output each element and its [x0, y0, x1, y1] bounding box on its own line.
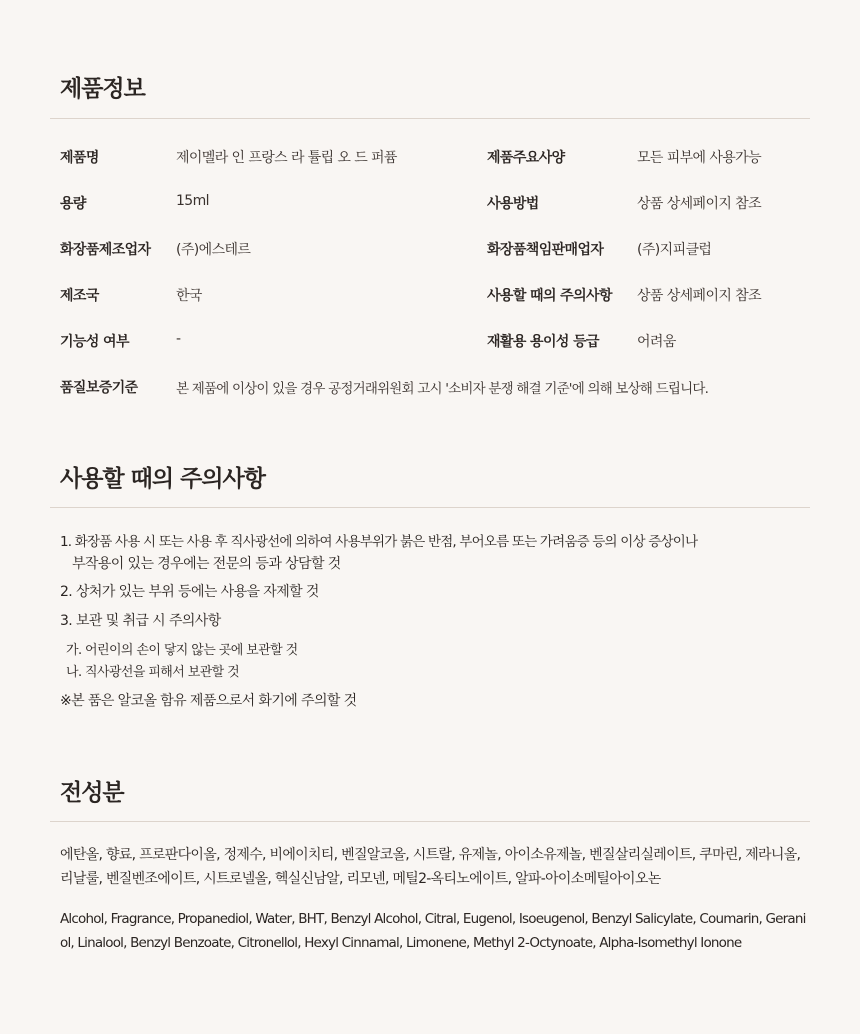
info-row: [60, 285, 820, 309]
warranty-value: 본 제품에 이상이 있을 경우 공정거래위원회 고시 '소비자 분쟁 해결 기준'에 의해 보상해 드립니다.: [176, 381, 709, 397]
info-label: 화장품제조업자: [60, 242, 151, 258]
caution-item-2: 2. 상처가 있는 부위 등에는 사용을 자제할 것: [60, 584, 319, 600]
caution-item-3b: 나. 직사광선을 피해서 보관할 것: [66, 665, 240, 680]
info-label: 제조국: [60, 288, 99, 304]
ingredients-korean: 에탄올, 향료, 프로판다이올, 정제수, 비에이치티, 벤질알코올, 시트랄, 유제놀, 아이소유제놀, 벤질살리실레이트, 쿠마린, 제라니올, 리날룰, 벤질벤조에이트, 시트로넬올, 헥실신남알, 리모넨, 메틸2-옥티노에이트, 알파-아이소메틸아이오논: [60, 847, 801, 887]
info-value: (주)에스테르: [176, 242, 251, 258]
info-value: 상품 상세페이지 참조: [637, 196, 762, 212]
info-label: 용량: [60, 196, 86, 212]
divider: [50, 507, 810, 508]
caution-item-1: 1. 화장품 사용 시 또는 사용 후 직사광선에 의하여 사용부위가 붉은 반점, 부어오름 또는 가려움증 등의 이상 증상이나: [60, 534, 698, 550]
info-label: 제품명: [60, 150, 99, 166]
caution-item-1-cont: 부작용이 있는 경우에는 전문의 등과 상담할 것: [72, 556, 341, 572]
info-value: 한국: [176, 288, 202, 304]
divider: [50, 821, 810, 822]
info-label: 사용할 때의 주의사항: [487, 288, 612, 304]
ingredients-english: Alcohol, Fragrance, Propanediol, Water, BHT, Benzyl Alcohol, Citral, Eugenol, Isoeugenol, Benzyl Salicylate, Coumarin, Geraniol, Linalool, Benzyl Benzoate, Citronellol, Hexyl Cinnamal, Limonene, Methyl 2-Octynoate, Alpha-Isomethyl Ionone: [60, 911, 806, 951]
info-row: [60, 193, 820, 217]
info-value: 어려움: [637, 334, 676, 350]
info-value: 모든 피부에 사용가능: [637, 150, 762, 166]
warranty-label: 품질보증기준: [60, 380, 138, 396]
info-value: 15ml: [176, 193, 209, 209]
info-label: 사용방법: [487, 196, 539, 212]
info-label: 화장품책임판매업자: [487, 242, 604, 258]
info-row: [60, 239, 820, 263]
info-value: 제이멜라 인 프랑스 라 튤립 오 드 퍼퓸: [176, 150, 397, 166]
info-value: (주)지피클럽: [637, 242, 712, 258]
cautions-title: 사용할 때의 주의사항: [60, 466, 265, 492]
caution-item-3: 3. 보관 및 취급 시 주의사항: [60, 613, 221, 629]
caution-note: ※본 품은 알코올 함유 제품으로서 화기에 주의할 것: [60, 693, 357, 709]
warranty-row: [60, 377, 820, 401]
divider: [50, 118, 810, 119]
info-value: 상품 상세페이지 참조: [637, 288, 762, 304]
info-label: 기능성 여부: [60, 334, 129, 350]
product-info-title: 제품정보: [60, 76, 145, 102]
info-row: [60, 147, 820, 171]
info-value: -: [176, 331, 181, 347]
info-label: 재활용 용이성 등급: [487, 334, 599, 350]
caution-item-3a: 가. 어린이의 손이 닿지 않는 곳에 보관할 것: [66, 643, 298, 658]
ingredients-title: 전성분: [60, 780, 124, 806]
info-row: [60, 331, 820, 355]
info-label: 제품주요사양: [487, 150, 565, 166]
